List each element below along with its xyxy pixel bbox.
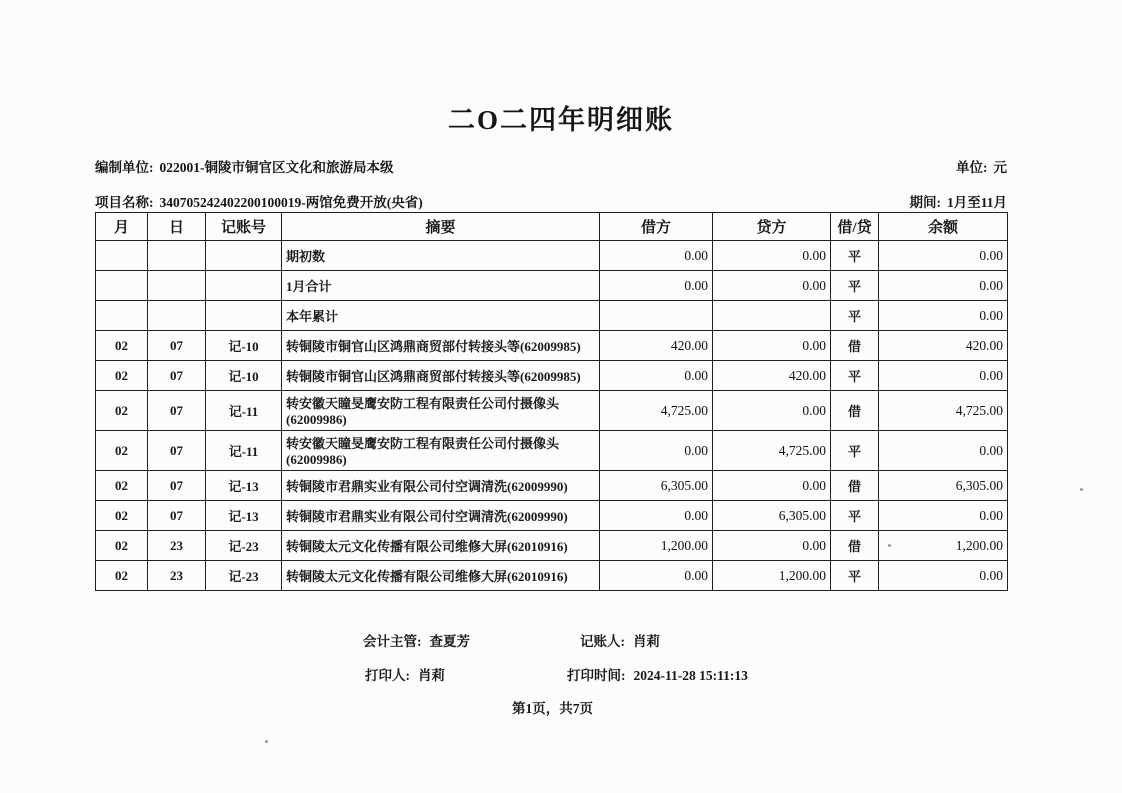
cell-summary: 转铜陵太元文化传播有限公司维修大屏(62010916): [282, 531, 600, 561]
meta-row-org: [95, 156, 1007, 176]
cell-balance: 0.00: [879, 501, 1008, 531]
cell-month: 02: [96, 561, 148, 591]
project-name: [95, 191, 423, 211]
ledger-table: [95, 212, 1008, 591]
cell-day: 07: [148, 331, 206, 361]
cell-voucher: 记-13: [206, 471, 282, 501]
cell-direction: 平: [831, 431, 879, 471]
page-number: 第1页，共7页: [512, 701, 593, 716]
cell-direction: 平: [831, 301, 879, 331]
cell-voucher: [206, 301, 282, 331]
cell-summary: 转安徽天瞳旻鹰安防工程有限责任公司付摄像头(62009986): [282, 431, 600, 471]
cell-day: [148, 241, 206, 271]
cell-day: 07: [148, 471, 206, 501]
prepared-by-value: 022001-铜陵市铜官区文化和旅游局本级: [159, 160, 394, 175]
prepared-by-label: 编制单位:: [95, 160, 154, 175]
bookkeeper-value: 肖莉: [633, 634, 660, 649]
col-header-summary: 摘要: [282, 213, 600, 241]
cell-summary: 转铜陵市铜官山区鸿鼎商贸部付转接头等(62009985): [282, 361, 600, 391]
cell-debit: 420.00: [600, 331, 713, 361]
ledger-body: [96, 241, 1008, 591]
cell-month: [96, 301, 148, 331]
cell-debit: 0.00: [600, 271, 713, 301]
cell-direction: 平: [831, 241, 879, 271]
cell-voucher: [206, 241, 282, 271]
cell-voucher: 记-10: [206, 331, 282, 361]
cell-debit: 0.00: [600, 361, 713, 391]
cell-debit: 0.00: [600, 431, 713, 471]
cell-month: 02: [96, 431, 148, 471]
cell-day: [148, 301, 206, 331]
print-time: [567, 664, 748, 684]
scan-speck: [265, 740, 268, 743]
table-row: [96, 431, 1008, 471]
cell-summary: 本年累计: [282, 301, 600, 331]
printed-by-label: 打印人:: [365, 668, 410, 683]
header-row: [96, 213, 1008, 241]
cell-month: 02: [96, 501, 148, 531]
cell-balance: 0.00: [879, 431, 1008, 471]
printed-by: [365, 664, 445, 684]
cell-summary: 转安徽天瞳旻鹰安防工程有限责任公司付摄像头(62009986): [282, 391, 600, 431]
cell-day: 23: [148, 561, 206, 591]
cell-balance: 4,725.00: [879, 391, 1008, 431]
page-title: 二O二四年明细账: [447, 105, 674, 135]
cell-debit: 0.00: [600, 241, 713, 271]
cell-day: 07: [148, 431, 206, 471]
col-header-balance: 余额: [879, 213, 1008, 241]
cell-summary: 1月合计: [282, 271, 600, 301]
cell-debit: 0.00: [600, 501, 713, 531]
cell-voucher: 记-23: [206, 561, 282, 591]
cell-summary: 转铜陵市君鼎实业有限公司付空调清洗(62009990): [282, 471, 600, 501]
cell-voucher: 记-13: [206, 501, 282, 531]
cell-credit: 0.00: [713, 531, 831, 561]
cell-debit: [600, 301, 713, 331]
table-row: [96, 271, 1008, 301]
period-label: 期间:: [909, 195, 941, 210]
table-row: [96, 331, 1008, 361]
unit-value: 元: [993, 160, 1007, 175]
col-header-credit: 贷方: [713, 213, 831, 241]
cell-month: 02: [96, 531, 148, 561]
cell-voucher: 记-23: [206, 531, 282, 561]
table-row: [96, 301, 1008, 331]
cell-balance: 6,305.00: [879, 471, 1008, 501]
cell-debit: 1,200.00: [600, 531, 713, 561]
cell-day: 23: [148, 531, 206, 561]
col-header-direction: 借/贷: [831, 213, 879, 241]
col-header-voucher: 记账号: [206, 213, 282, 241]
cell-day: [148, 271, 206, 301]
cell-debit: 0.00: [600, 561, 713, 591]
cell-summary: 期初数: [282, 241, 600, 271]
cell-summary: 转铜陵太元文化传播有限公司维修大屏(62010916): [282, 561, 600, 591]
bookkeeper: [580, 630, 660, 650]
cell-direction: 平: [831, 271, 879, 301]
cell-day: 07: [148, 391, 206, 431]
cell-summary: 转铜陵市铜官山区鸿鼎商贸部付转接头等(62009985): [282, 331, 600, 361]
unit: [956, 156, 1007, 176]
print-time-label: 打印时间:: [567, 668, 626, 683]
cell-month: 02: [96, 471, 148, 501]
cell-voucher: [206, 271, 282, 301]
period: [909, 191, 1007, 211]
cell-direction: 平: [831, 501, 879, 531]
cell-direction: 平: [831, 561, 879, 591]
cell-balance: 0.00: [879, 271, 1008, 301]
table-row: [96, 531, 1008, 561]
cell-direction: 借: [831, 471, 879, 501]
bookkeeper-label: 记账人:: [580, 634, 625, 649]
cell-credit: 0.00: [713, 471, 831, 501]
cell-credit: 0.00: [713, 391, 831, 431]
period-value: 1月至11月: [946, 195, 1007, 210]
table-row: [96, 471, 1008, 501]
cell-credit: 0.00: [713, 271, 831, 301]
cell-direction: 借: [831, 531, 879, 561]
cell-month: 02: [96, 331, 148, 361]
accountant-supervisor: [363, 630, 470, 650]
table-row: [96, 241, 1008, 271]
cell-credit: 420.00: [713, 361, 831, 391]
cell-summary: 转铜陵市君鼎实业有限公司付空调清洗(62009990): [282, 501, 600, 531]
cell-month: [96, 271, 148, 301]
cell-balance: 420.00: [879, 331, 1008, 361]
cell-day: 07: [148, 501, 206, 531]
accountant-supervisor-value: 查夏芳: [429, 634, 470, 649]
cell-balance: 0.00: [879, 301, 1008, 331]
print-time-value: 2024-11-28 15:11:13: [633, 668, 748, 683]
col-header-debit: 借方: [600, 213, 713, 241]
cell-voucher: 记-11: [206, 391, 282, 431]
cell-balance: 1,200.00: [879, 531, 1008, 561]
cell-month: 02: [96, 361, 148, 391]
cell-voucher: 记-10: [206, 361, 282, 391]
cell-direction: 平: [831, 361, 879, 391]
cell-month: [96, 241, 148, 271]
cell-direction: 借: [831, 331, 879, 361]
cell-balance: 0.00: [879, 361, 1008, 391]
cell-credit: 4,725.00: [713, 431, 831, 471]
cell-balance: 0.00: [879, 241, 1008, 271]
cell-credit: 1,200.00: [713, 561, 831, 591]
table-row: [96, 501, 1008, 531]
project-name-value: 340705242402200100019-两馆免费开放(央省): [159, 195, 423, 210]
unit-label: 单位:: [956, 160, 988, 175]
meta-row-project: [95, 191, 1007, 211]
table-row: [96, 361, 1008, 391]
cell-month: 02: [96, 391, 148, 431]
cell-credit: 0.00: [713, 241, 831, 271]
cell-credit: [713, 301, 831, 331]
table-row: [96, 561, 1008, 591]
col-header-month: 月: [96, 213, 148, 241]
cell-voucher: 记-11: [206, 431, 282, 471]
cell-credit: 0.00: [713, 331, 831, 361]
cell-debit: 4,725.00: [600, 391, 713, 431]
scan-speck: [1080, 488, 1083, 491]
cell-credit: 6,305.00: [713, 501, 831, 531]
scan-speck: [888, 544, 891, 547]
table-row: [96, 391, 1008, 431]
project-name-label: 项目名称:: [95, 195, 154, 210]
cell-day: 07: [148, 361, 206, 391]
cell-direction: 借: [831, 391, 879, 431]
cell-debit: 6,305.00: [600, 471, 713, 501]
cell-balance: 0.00: [879, 561, 1008, 591]
accountant-supervisor-label: 会计主管:: [363, 634, 422, 649]
printed-by-value: 肖莉: [418, 668, 445, 683]
col-header-day: 日: [148, 213, 206, 241]
ledger-header: [96, 213, 1008, 241]
prepared-by: [95, 156, 394, 176]
